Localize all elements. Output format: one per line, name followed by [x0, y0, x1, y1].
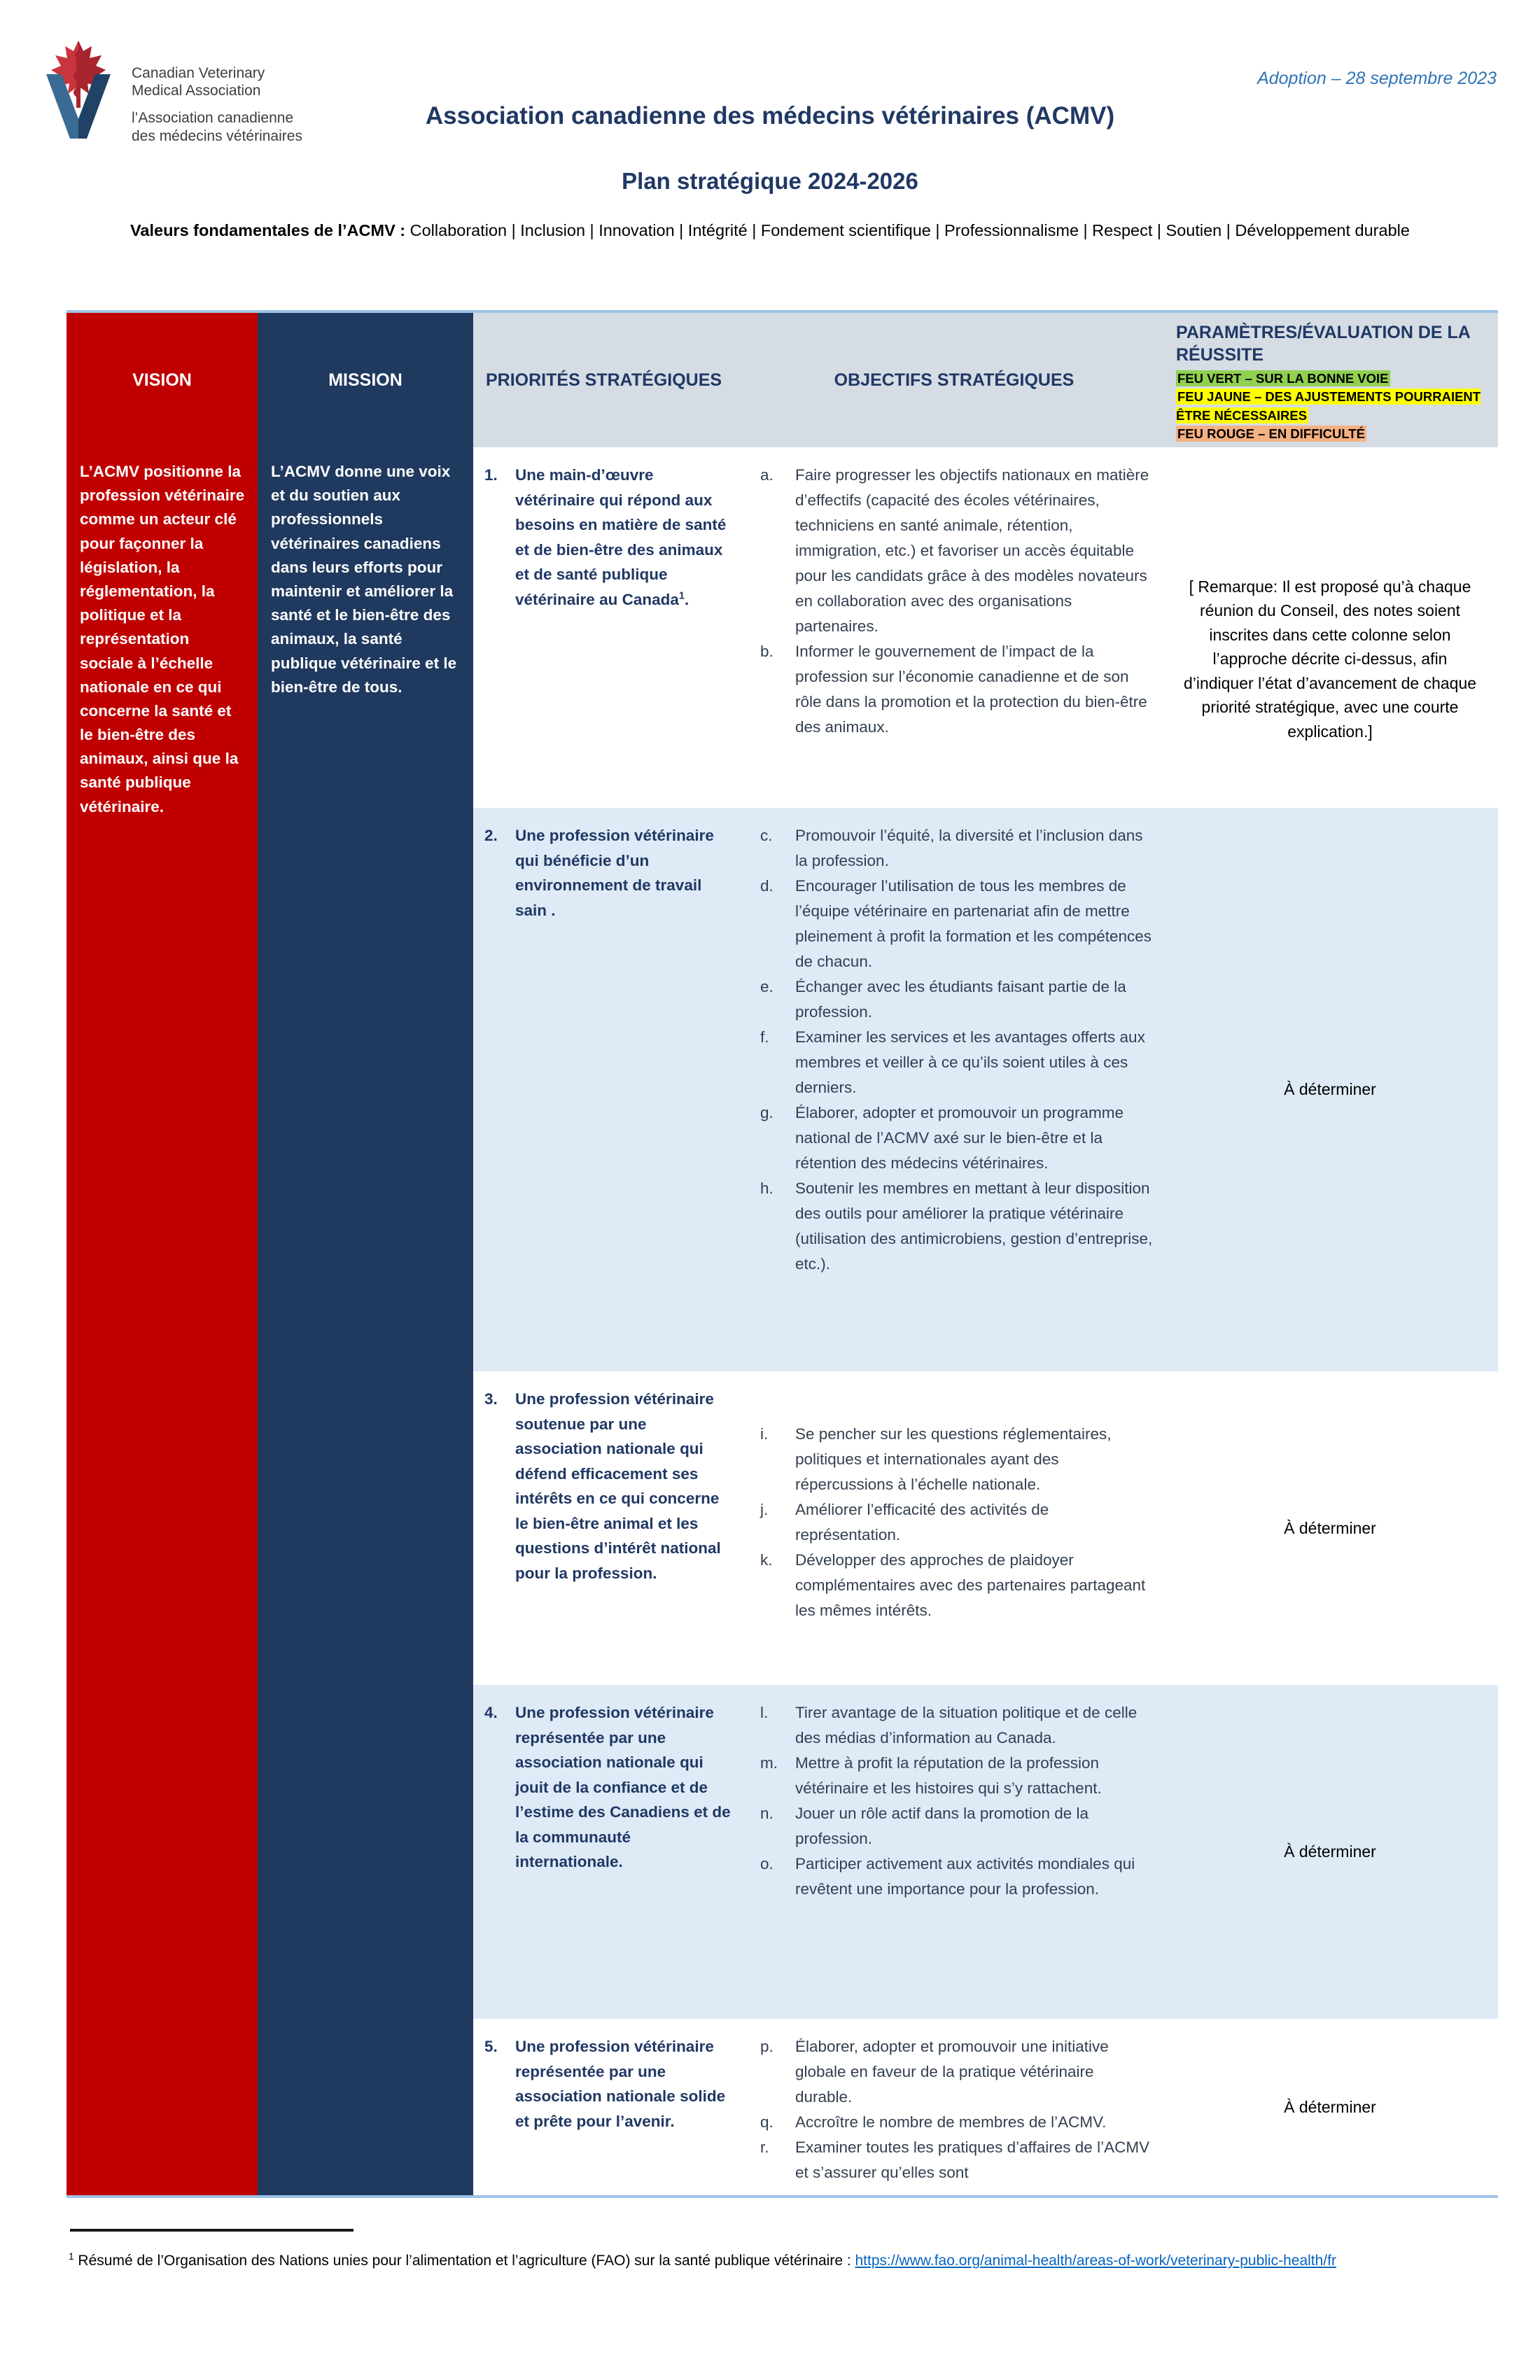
objective-text: Soutenir les membres en mettant à leur disposition des outils pour améliorer la pratique vétérinaire (utilisation des antimicrobiens, gestion d’entreprise, etc.).: [795, 1180, 1153, 1273]
objective-letter: l.: [760, 1704, 769, 1721]
priority-text-main: Une main-d’œuvre vétérinaire qui répond aux besoins en matière de santé et de bien-être des animaux et de santé publique vétérinaire au Canada: [515, 466, 727, 608]
footnote-link[interactable]: https://www.fao.org/animal-health/areas-of-work/veterinary-public-health/fr: [855, 2253, 1336, 2269]
objective-item: [760, 874, 1154, 974]
objective-text: Se pencher sur les questions réglementaires, politiques et internationales ayant des répercussions à l’échelle nationale.: [795, 1425, 1112, 1493]
objective-letter: k.: [760, 1551, 773, 1569]
objective-letter: m.: [760, 1754, 778, 1772]
objective-text: Informer le gouvernement de l’impact de la profession sur l’économie canadienne et de son rôle dans la promotion et la protection du bien-être des animaux.: [795, 643, 1147, 736]
priority-footnote-ref: 1: [678, 590, 685, 602]
priority-number: 1.: [484, 466, 498, 484]
objective-text: Mettre à profit la réputation de la profession vétérinaire et les histoires qui s’y rattachent.: [795, 1754, 1102, 1797]
mission-text: L’ACMV donne une voix et du soutien aux professionnels vétérinaires canadiens dans leurs efforts pour maintenir et améliorer la santé et le bien-être des animaux, la santé publique vétérinaire et le bien-être de tous.: [271, 463, 457, 696]
page-title: Association canadienne des médecins vétérinaires (ACMV): [425, 102, 1115, 130]
footnote-text: Résumé de l’Organisation des Nations unies pour l’alimentation et l’agriculture (FAO) sur la santé publique vétérinaire :: [74, 2253, 855, 2269]
priority-item: [484, 823, 736, 923]
params-cell: [1162, 1371, 1498, 1685]
objective-text: Améliorer l’efficacité des activités de représentation.: [795, 1501, 1049, 1544]
page-subtitle: Plan stratégique 2024-2026: [622, 168, 918, 194]
core-values-list: Collaboration | Inclusion | Innovation | Intégrité | Fondement scientifique | Professionnalisme | Respect | Soutien | Développement durable: [410, 221, 1410, 239]
priority-text: Une profession vétérinaire qui bénéficie d’un environnement de travail sain .: [515, 827, 714, 919]
priority-text-end: .: [685, 590, 690, 608]
priority-item: [484, 463, 736, 612]
priority-number: 5.: [484, 2038, 498, 2055]
params-status: À déterminer: [1284, 1080, 1376, 1098]
objective-text: Participer activement aux activités mondiales qui revêtent une importance pour la profession.: [795, 1855, 1135, 1898]
priority-cell: [473, 447, 746, 808]
objective-letter: b.: [760, 643, 774, 660]
priority-item: [484, 2034, 736, 2134]
priority-number: 3.: [484, 1390, 498, 1408]
objective-item: [760, 1497, 1154, 1548]
objective-item: [760, 1548, 1154, 1623]
params-cell: [1162, 1685, 1498, 2019]
objective-letter: f.: [760, 1028, 769, 1046]
objective-text: Faire progresser les objectifs nationaux en matière d’effectifs (capacité des écoles vétérinaires, techniciens en santé animale, rétention, immigration, etc.) et favoriser un accès équitable pour les candidats grâce à des modèles novateurs en collaboration avec des organisations partenaires.: [795, 466, 1149, 635]
objective-item: [760, 1422, 1154, 1497]
objectives-column-header: OBJECTIFS STRATÉGIQUES: [834, 370, 1074, 390]
params-status: À déterminer: [1284, 2097, 1376, 2116]
core-values-label: Valeurs fondamentales de l’ACMV :: [130, 221, 406, 239]
objectives-cell: [746, 2019, 1162, 2195]
objective-text: Promouvoir l’équité, la diversité et l’inclusion dans la profession.: [795, 827, 1143, 869]
objective-letter: q.: [760, 2113, 774, 2131]
logo-fr-line2: des médecins vétérinaires: [132, 127, 302, 144]
priority-number: 2.: [484, 827, 498, 844]
objective-item: [760, 974, 1154, 1025]
objective-letter: o.: [760, 1855, 774, 1872]
objective-text: Élaborer, adopter et promouvoir une initiative globale en faveur de la pratique vétérinaire durable.: [795, 2038, 1109, 2106]
params-status: À déterminer: [1284, 1842, 1376, 1861]
legend-green-line: [1176, 370, 1490, 388]
objectives-cell: [746, 1685, 1162, 2019]
table-row: [473, 808, 1498, 1371]
objective-item: [760, 1751, 1154, 1801]
objective-item: [760, 1100, 1154, 1176]
params-status: À déterminer: [1284, 1518, 1376, 1537]
priority-cell: [473, 1371, 746, 1685]
params-cell: [1162, 2019, 1498, 2195]
priorities-column-header: PRIORITÉS STRATÉGIQUES: [486, 370, 722, 390]
legend-green-label: FEU VERT – SUR LA BONNE VOIE: [1177, 371, 1389, 386]
objective-item: [760, 1025, 1154, 1100]
priority-item: [484, 1387, 736, 1586]
objective-text: Échanger avec les étudiants faisant partie de la profession.: [795, 978, 1126, 1021]
params-cell: [1162, 447, 1498, 808]
objective-text: Encourager l’utilisation de tous les membres de l’équipe vétérinaire en partenariat afin de mettre pleinement à profit la formation et les compétences de chacun.: [795, 877, 1152, 970]
table-header-row: [473, 313, 1498, 447]
priority-cell: [473, 1685, 746, 2019]
core-values-line: [91, 218, 1449, 242]
objective-letter: n.: [760, 1805, 774, 1822]
footnote-divider: [70, 2229, 354, 2232]
objectives-cell: [746, 808, 1162, 1371]
objective-letter: p.: [760, 2038, 774, 2055]
objective-text: Examiner les services et les avantages offerts aux membres et veiller à ce qu’ils soient utiles à ces derniers.: [795, 1028, 1145, 1096]
objectives-cell: [746, 447, 1162, 808]
objective-text: Examiner toutes les pratiques d’affaires de l’ACMV et s’assurer qu’elles sont: [795, 2138, 1150, 2181]
footnote-number: 1: [69, 2251, 74, 2262]
objective-text: Jouer un rôle actif dans la promotion de la profession.: [795, 1805, 1088, 1847]
priority-cell: [473, 2019, 746, 2195]
mission-column: [258, 313, 473, 2195]
objective-item: [760, 1801, 1154, 1851]
table-row: [473, 2019, 1498, 2195]
priority-text: Une profession vétérinaire soutenue par une association nationale qui défend efficacement ses intérêts en ce qui concerne le bien-être animal et les questions d’intérêt national pour la profession.: [515, 1390, 721, 1582]
objective-letter: d.: [760, 877, 774, 895]
adoption-date: Adoption – 28 septembre 2023: [1257, 69, 1497, 88]
objective-item: [760, 1176, 1154, 1277]
objective-letter: g.: [760, 1104, 774, 1121]
priority-number: 4.: [484, 1704, 498, 1721]
objective-text: Développer des approches de plaidoyer complémentaires avec des partenaires partageant les mêmes intérêts.: [795, 1551, 1146, 1619]
objective-item: [760, 1851, 1154, 1902]
table-row: [473, 1371, 1498, 1685]
objective-letter: h.: [760, 1180, 774, 1197]
table-row: [473, 447, 1498, 808]
objective-letter: j.: [760, 1501, 769, 1518]
objective-item: [760, 2110, 1154, 2135]
legend-yellow-line: [1176, 388, 1490, 425]
legend-yellow-label: FEU JAUNE – DES AJUSTEMENTS POURRAIENT ÊTRE NÉCESSAIRES: [1176, 389, 1481, 423]
logo-fr-line1: l’Association canadienne: [132, 110, 294, 127]
params-cell: [1162, 808, 1498, 1371]
legend-orange-line: [1176, 425, 1490, 443]
objective-item: [760, 2135, 1154, 2185]
objective-letter: a.: [760, 466, 774, 484]
objective-letter: r.: [760, 2138, 769, 2156]
params-column-header: [1162, 313, 1498, 447]
objective-item: [760, 463, 1154, 639]
vision-text: L’ACMV positionne la profession vétérinaire comme un acteur clé pour façonner la législation, la réglementation, la politique et la représentation sociale à l’échelle nationale en ce qui concerne la santé et le bien-être des animaux, ainsi que la santé publique vétérinaire.: [80, 463, 245, 816]
objective-text: Accroître le nombre de membres de l’ACMV.: [795, 2113, 1107, 2131]
footnote: [69, 2248, 1499, 2274]
legend-orange-label: FEU ROUGE – EN DIFFICULTÉ: [1177, 426, 1365, 441]
params-column-title: PARAMÈTRES/ÉVALUATION DE LA RÉUSSITE: [1176, 323, 1470, 365]
objective-letter: e.: [760, 978, 774, 995]
table-right-area: [473, 313, 1498, 2195]
objective-item: [760, 2034, 1154, 2110]
logo-en-line1: Canadian Veterinary: [132, 65, 265, 81]
objectives-cell: [746, 1371, 1162, 1685]
priority-text: [515, 463, 736, 612]
objective-letter: i.: [760, 1425, 769, 1443]
caduceus-knob: [75, 51, 82, 58]
priority-item: [484, 1700, 736, 1875]
strategic-plan-table: [66, 310, 1498, 2198]
logo-en-line2: Medical Association: [132, 83, 261, 99]
priority-cell: [473, 808, 746, 1371]
table-row: [473, 1685, 1498, 2019]
objective-item: [760, 639, 1154, 740]
vision-header: VISION: [132, 370, 192, 390]
priority-text: Une profession vétérinaire représentée par une association nationale qui jouit de la confiance et de l’estime des Canadiens et de la communauté internationale.: [515, 1704, 731, 1871]
params-remark: [ Remarque: Il est proposé qu’à chaque réunion du Conseil, des notes soient inscrites dans cette colonne selon l’approche décrite ci-dessus, afin d’indiquer l’état d’avancement de chaque priorité stratégique, avec une courte explication.]: [1183, 577, 1477, 741]
objective-item: [760, 1700, 1154, 1751]
objective-item: [760, 823, 1154, 874]
priority-text: Une profession vétérinaire représentée par une association nationale solide et prête pour l’avenir.: [515, 2038, 726, 2130]
objective-text: Élaborer, adopter et promouvoir un programme national de l’ACMV axé sur le bien-être et la rétention des médecins vétérinaires.: [795, 1104, 1124, 1172]
objective-letter: c.: [760, 827, 773, 844]
objective-text: Tirer avantage de la situation politique et de celle des médias d’information au Canada.: [795, 1704, 1138, 1746]
mission-header: MISSION: [328, 370, 402, 390]
vision-column: [66, 313, 258, 2195]
